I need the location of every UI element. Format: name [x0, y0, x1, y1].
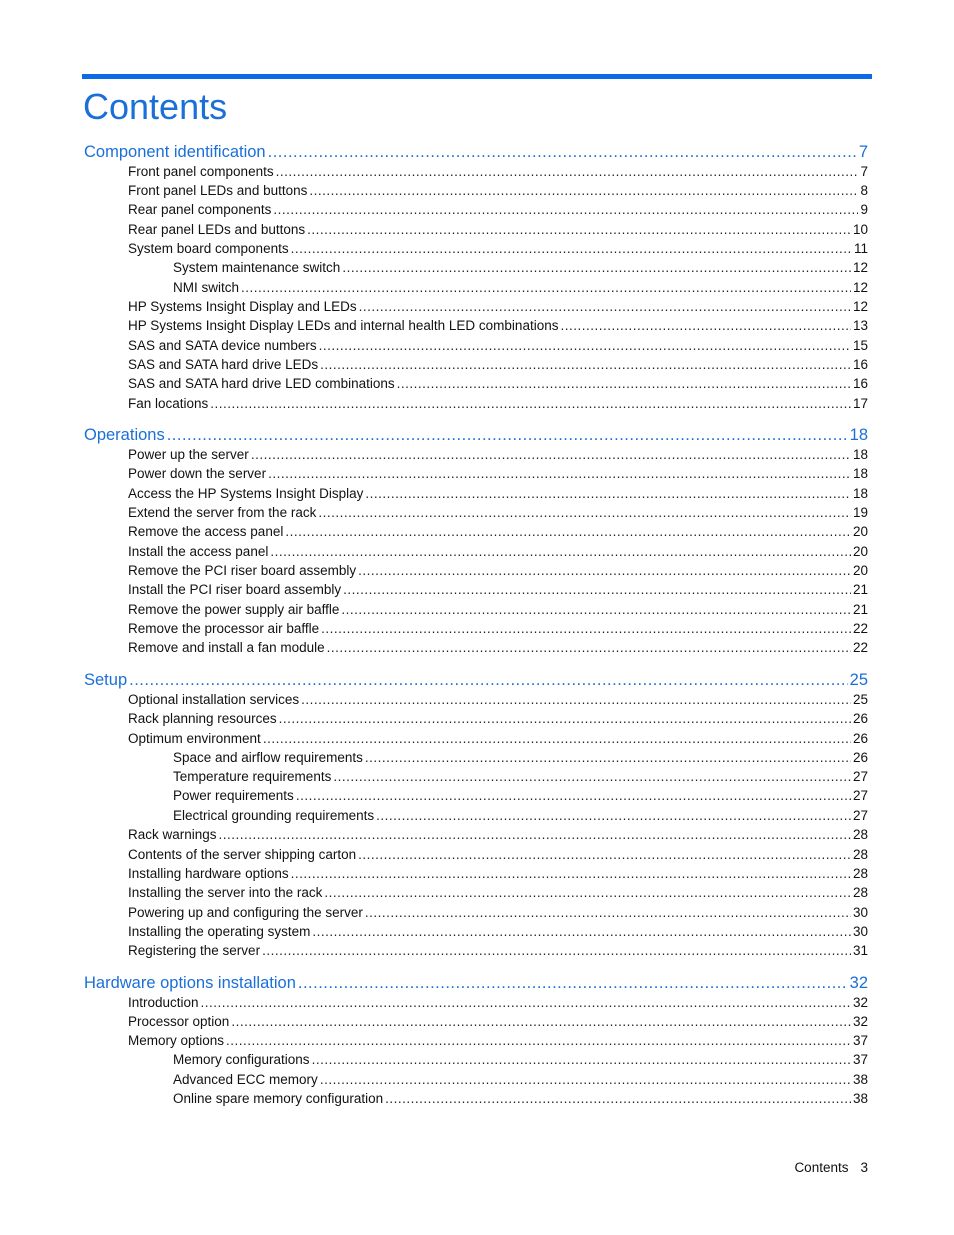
toc-dot-leader [341, 600, 851, 619]
toc-dot-leader [291, 239, 852, 258]
toc-entry[interactable] [128, 162, 868, 181]
toc-entry[interactable] [173, 806, 868, 825]
toc-entry-label: Remove the access panel [128, 524, 284, 539]
footer-page-number: 3 [860, 1160, 868, 1175]
toc-dot-leader [312, 922, 851, 941]
toc-entry-page: 17 [852, 396, 868, 411]
toc-dot-leader [279, 709, 851, 728]
toc-entry[interactable] [128, 941, 868, 960]
toc-entry[interactable] [128, 445, 868, 464]
toc-entry-label: Space and airflow requirements [173, 750, 363, 765]
toc-entry-label: Electrical grounding requirements [173, 808, 375, 823]
toc-entry-label: Installing the operating system [128, 924, 311, 939]
toc-dot-leader [268, 141, 857, 163]
toc-dot-leader [210, 394, 851, 413]
toc-dot-leader [376, 806, 851, 825]
toc-entry-label: Introduction [128, 995, 199, 1010]
toc-entry-page: 27 [852, 769, 868, 784]
toc-entry-label: Powering up and configuring the server [128, 905, 363, 920]
toc-entry-page: 13 [852, 318, 868, 333]
toc-entry-label: Power up the server [128, 447, 249, 462]
toc-dot-leader [385, 1089, 851, 1108]
toc-entry-label: Setup [84, 671, 128, 689]
toc-entry-label: Optimum environment [128, 731, 261, 746]
toc-chapter-entry[interactable] [84, 972, 868, 994]
toc-dot-leader [263, 729, 851, 748]
toc-entry[interactable] [173, 767, 868, 786]
toc-entry-label: Access the HP Systems Insight Display [128, 486, 364, 501]
toc-entry-label: Power requirements [173, 788, 294, 803]
toc-entry[interactable] [173, 1089, 868, 1108]
toc-dot-leader [358, 845, 851, 864]
toc-entry-label: SAS and SATA hard drive LED combinations [128, 376, 395, 391]
toc-entry-page: 28 [852, 885, 868, 900]
toc-entry-label: Remove and install a fan module [128, 640, 325, 655]
toc-entry[interactable] [128, 825, 868, 844]
toc-entry[interactable] [128, 464, 868, 483]
toc-entry-page: 26 [852, 711, 868, 726]
toc-dot-leader [129, 669, 848, 691]
toc-entry-page: 28 [852, 866, 868, 881]
toc-entry-page: 10 [852, 222, 868, 237]
toc-entry-page: 30 [852, 924, 868, 939]
toc-entry[interactable] [128, 1012, 868, 1031]
toc-dot-leader [343, 580, 851, 599]
toc-entry-label: SAS and SATA device numbers [128, 338, 317, 353]
toc-entry-page: 28 [852, 847, 868, 862]
toc-chapter-entry[interactable] [84, 141, 868, 163]
title-rule [82, 74, 872, 79]
toc-entry[interactable] [128, 922, 868, 941]
toc-entry[interactable] [128, 619, 868, 638]
toc-entry-label: Extend the server from the rack [128, 505, 317, 520]
toc-entry[interactable] [173, 1050, 868, 1069]
toc-entry-page: 26 [852, 750, 868, 765]
toc-entry-page: 37 [852, 1033, 868, 1048]
toc-entry-label: Contents of the server shipping carton [128, 847, 357, 862]
toc-dot-leader [301, 690, 851, 709]
toc-entry-page: 32 [849, 974, 868, 992]
toc-entry-page: 12 [852, 280, 868, 295]
toc-entry-page: 15 [852, 338, 868, 353]
toc-entry[interactable] [128, 239, 868, 258]
toc-entry-label: SAS and SATA hard drive LEDs [128, 357, 319, 372]
toc-entry[interactable] [128, 374, 868, 393]
toc-entry-page: 18 [852, 447, 868, 462]
toc-entry-label: Online spare memory configuration [173, 1091, 384, 1106]
toc-entry-page: 30 [852, 905, 868, 920]
toc-dot-leader [309, 181, 858, 200]
toc-entry-label: Rack planning resources [128, 711, 277, 726]
toc-entry[interactable] [128, 600, 868, 619]
toc-entry[interactable] [128, 580, 868, 599]
toc-entry-label: Remove the processor air baffle [128, 621, 320, 636]
toc-entry-page: 22 [852, 640, 868, 655]
toc-entry-page: 25 [849, 671, 868, 689]
toc-entry[interactable] [128, 336, 868, 355]
toc-entry[interactable] [128, 394, 868, 413]
toc-entry[interactable] [128, 993, 868, 1012]
toc-dot-leader [273, 200, 858, 219]
toc-entry[interactable] [128, 316, 868, 335]
toc-dot-leader [397, 374, 851, 393]
toc-dot-leader [365, 903, 851, 922]
toc-entry-page: 18 [852, 466, 868, 481]
toc-dot-leader [318, 503, 851, 522]
toc-entry[interactable] [128, 181, 868, 200]
toc-dot-leader [320, 355, 851, 374]
toc-entry[interactable] [128, 200, 868, 219]
toc-entry-label: NMI switch [173, 280, 240, 295]
toc-entry-label: Installing the server into the rack [128, 885, 323, 900]
toc-entry-page: 12 [852, 260, 868, 275]
toc-dot-leader [321, 619, 851, 638]
toc-entry[interactable] [128, 690, 868, 709]
toc-dot-leader [365, 748, 851, 767]
toc-entry-page: 18 [849, 426, 868, 444]
toc-entry[interactable] [128, 355, 868, 374]
toc-entry[interactable] [128, 561, 868, 580]
toc-entry[interactable] [128, 883, 868, 902]
toc-entry-page: 21 [852, 602, 868, 617]
toc-entry-label: Remove the PCI riser board assembly [128, 563, 357, 578]
toc-dot-leader [298, 972, 848, 994]
toc-entry-page: 27 [852, 808, 868, 823]
toc-entry[interactable] [128, 297, 868, 316]
toc-entry-label: Registering the server [128, 943, 261, 958]
toc-entry-label: Rack warnings [128, 827, 217, 842]
toc-entry-page: 7 [858, 143, 868, 161]
toc-entry-label: Memory configurations [173, 1052, 310, 1067]
toc-entry[interactable] [128, 503, 868, 522]
toc-dot-leader [327, 638, 851, 657]
page-title: Contents [83, 86, 228, 127]
toc-entry-page: 37 [852, 1052, 868, 1067]
toc-entry-label: Component identification [84, 143, 266, 161]
toc-entry-label: Optional installation services [128, 692, 300, 707]
toc-entry-page: 27 [852, 788, 868, 803]
toc-entry-page: 18 [852, 486, 868, 501]
toc-entry-page: 20 [852, 544, 868, 559]
toc-dot-leader [262, 941, 851, 960]
toc-dot-leader [324, 883, 851, 902]
toc-dot-leader [320, 1070, 851, 1089]
toc-entry-label: Fan locations [128, 396, 209, 411]
toc-dot-leader [167, 424, 848, 446]
toc-entry-label: HP Systems Insight Display and LEDs [128, 299, 357, 314]
toc-entry-label: Temperature requirements [173, 769, 332, 784]
toc-dot-leader [219, 825, 851, 844]
toc-entry[interactable] [173, 278, 868, 297]
toc-entry-page: 11 [853, 241, 868, 256]
toc-entry-page: 7 [860, 164, 868, 179]
toc-entry-page: 32 [852, 995, 868, 1010]
toc-entry-page: 16 [852, 376, 868, 391]
toc-entry-page: 21 [852, 582, 868, 597]
toc-entry-label: System maintenance switch [173, 260, 341, 275]
toc-entry-label: Processor option [128, 1014, 230, 1029]
toc-dot-leader [276, 162, 859, 181]
toc-entry-label: Power down the server [128, 466, 267, 481]
toc-entry-label: Install the access panel [128, 544, 269, 559]
footer-section-label: Contents [794, 1160, 849, 1175]
toc-entry[interactable] [128, 903, 868, 922]
toc-entry[interactable] [128, 864, 868, 883]
toc-entry-page: 38 [852, 1091, 868, 1106]
toc-dot-leader [365, 484, 851, 503]
toc-dot-leader [560, 316, 851, 335]
toc-dot-leader [296, 786, 851, 805]
toc-dot-leader [270, 542, 851, 561]
toc-dot-leader [285, 522, 851, 541]
toc-dot-leader [251, 445, 851, 464]
toc-entry[interactable] [128, 542, 868, 561]
toc-entry[interactable] [173, 1070, 868, 1089]
toc-entry-page: 31 [852, 943, 868, 958]
toc-entry-label: Front panel components [128, 164, 274, 179]
toc-entry-label: System board components [128, 241, 289, 256]
toc-entry-page: 19 [852, 505, 868, 520]
toc-entry-page: 32 [852, 1014, 868, 1029]
toc-entry-page: 8 [860, 183, 868, 198]
toc-dot-leader [319, 336, 851, 355]
toc-dot-leader [201, 993, 851, 1012]
page-footer [794, 1158, 868, 1177]
toc-entry-page: 20 [852, 563, 868, 578]
toc-entry[interactable] [173, 258, 868, 277]
toc-dot-leader [342, 258, 851, 277]
toc-entry-label: Advanced ECC memory [173, 1072, 318, 1087]
toc-entry[interactable] [128, 484, 868, 503]
toc-entry-label: Rear panel components [128, 202, 272, 217]
toc-entry-page: 22 [852, 621, 868, 636]
toc-entry[interactable] [128, 845, 868, 864]
toc-entry[interactable] [128, 638, 868, 657]
toc-entry[interactable] [173, 786, 868, 805]
toc-dot-leader [226, 1031, 851, 1050]
toc-dot-leader [268, 464, 851, 483]
toc-entry[interactable] [128, 709, 868, 728]
toc-entry[interactable] [128, 1031, 868, 1050]
toc-dot-leader [312, 1050, 851, 1069]
toc-entry-label: Front panel LEDs and buttons [128, 183, 308, 198]
toc-entry-page: 9 [860, 202, 868, 217]
toc-dot-leader [307, 220, 851, 239]
toc-entry-label: Remove the power supply air baffle [128, 602, 340, 617]
toc-dot-leader [358, 561, 851, 580]
toc-dot-leader [241, 278, 851, 297]
toc-chapter-entry[interactable] [84, 424, 868, 446]
toc-entry[interactable] [128, 522, 868, 541]
toc-entry[interactable] [173, 748, 868, 767]
toc-dot-leader [359, 297, 851, 316]
toc-entry-label: Installing hardware options [128, 866, 289, 881]
toc-chapter-entry[interactable] [84, 669, 868, 691]
toc-entry-page: 38 [852, 1072, 868, 1087]
toc-entry[interactable] [128, 729, 868, 748]
toc-entry-label: HP Systems Insight Display LEDs and internal health LED combinations [128, 318, 559, 333]
toc-entry-page: 16 [852, 357, 868, 372]
toc-entry-page: 26 [852, 731, 868, 746]
toc-entry-label: Memory options [128, 1033, 225, 1048]
toc-dot-leader [333, 767, 851, 786]
toc-dot-leader [291, 864, 851, 883]
toc-entry-page: 20 [852, 524, 868, 539]
toc-entry-label: Operations [84, 426, 165, 444]
toc-dot-leader [231, 1012, 851, 1031]
toc-entry-page: 12 [852, 299, 868, 314]
toc-entry[interactable] [128, 220, 868, 239]
toc-entry-label: Hardware options installation [84, 974, 296, 992]
toc-entry-label: Install the PCI riser board assembly [128, 582, 342, 597]
toc-entry-page: 28 [852, 827, 868, 842]
toc-entry-label: Rear panel LEDs and buttons [128, 222, 306, 237]
toc-entry-page: 25 [852, 692, 868, 707]
